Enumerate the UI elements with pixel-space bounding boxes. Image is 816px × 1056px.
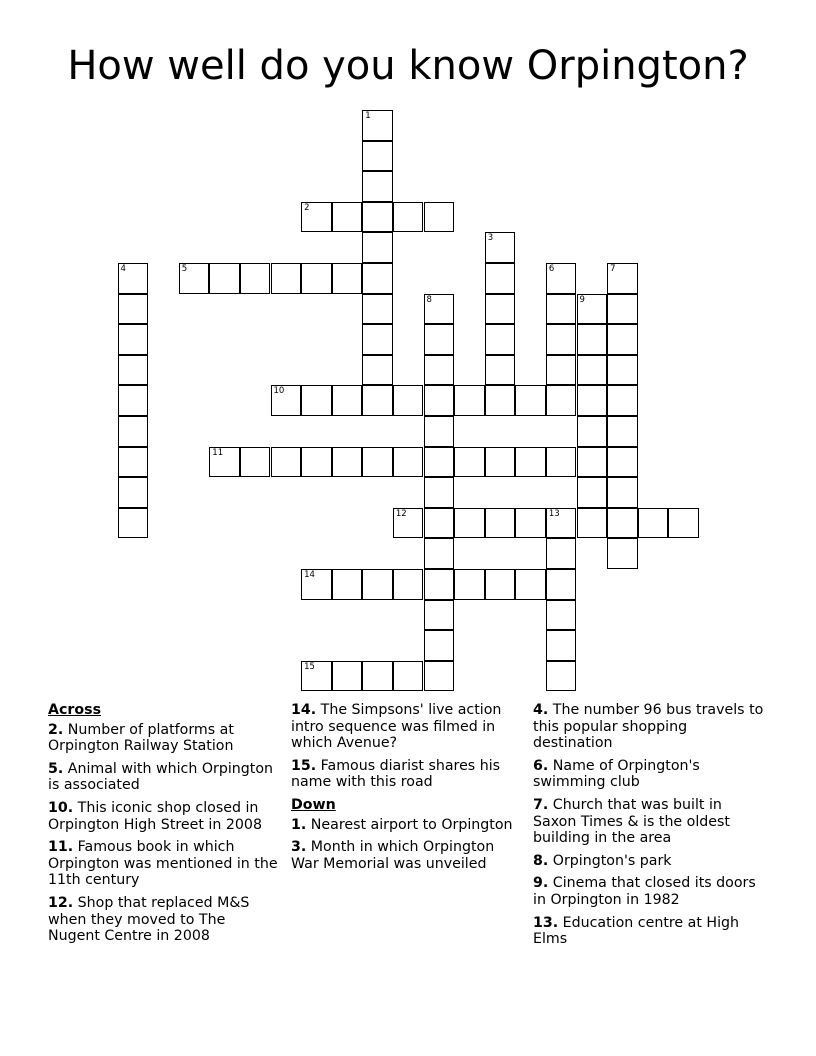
- clue-item-text: Cinema that closed its doors in Orpington in 1982: [533, 875, 756, 908]
- clue-item-text: Animal with which Orpington is associated: [48, 760, 274, 794]
- grid-cell[interactable]: [362, 294, 393, 325]
- grid-cell[interactable]: [332, 263, 363, 294]
- grid-cell[interactable]: [271, 263, 302, 294]
- grid-cell[interactable]: [362, 661, 393, 692]
- clue-item-text: Shop that replaced M&S when they moved to The Nugent Centre in 2008: [48, 894, 250, 945]
- grid-cell[interactable]: [424, 355, 455, 386]
- grid-cell[interactable]: [607, 416, 638, 447]
- grid-cell[interactable]: [515, 508, 546, 539]
- clue-number: 7: [610, 264, 616, 274]
- grid-cell[interactable]: [209, 447, 240, 478]
- grid-cell[interactable]: [546, 385, 577, 416]
- grid-cell[interactable]: [393, 385, 424, 416]
- grid-cell[interactable]: [607, 355, 638, 386]
- grid-cell[interactable]: [577, 477, 608, 508]
- grid-cell[interactable]: [332, 661, 363, 692]
- clue-item-text: Education centre at High Elms: [533, 914, 740, 948]
- grid-cell[interactable]: [546, 630, 577, 661]
- clue-item-number: 11.: [48, 839, 74, 856]
- grid-cell[interactable]: [485, 508, 516, 539]
- grid-cell[interactable]: [607, 263, 638, 294]
- grid-cell[interactable]: [271, 447, 302, 478]
- clue-item-text: Orpington's park: [552, 852, 672, 869]
- grid-cell[interactable]: [454, 508, 485, 539]
- clue-item-text: Month in which Orpington War Memorial was unveiled: [291, 839, 495, 872]
- clue-number: 5: [181, 264, 188, 274]
- grid-cell[interactable]: [301, 385, 332, 416]
- grid-cell[interactable]: [362, 110, 393, 141]
- clue-item-number: 9.: [533, 875, 549, 892]
- clue-number: 14: [304, 570, 315, 580]
- page-title: How well do you know Orpington?: [67, 43, 749, 89]
- grid-cell[interactable]: [118, 447, 149, 478]
- grid-cell[interactable]: [454, 385, 485, 416]
- grid-cell[interactable]: [118, 508, 149, 539]
- grid-cell[interactable]: [179, 263, 210, 294]
- clue-item: [533, 915, 769, 948]
- grid-cell[interactable]: [362, 171, 393, 202]
- grid-cell[interactable]: [332, 447, 363, 478]
- clue-item-number: 6.: [533, 757, 549, 774]
- clue-item: [533, 875, 769, 908]
- clue-item-number: 10.: [48, 799, 74, 816]
- grid-cell[interactable]: [607, 508, 638, 539]
- grid-cell[interactable]: [424, 324, 455, 355]
- grid-cell[interactable]: [546, 508, 577, 539]
- grid-cell[interactable]: [301, 569, 332, 600]
- grid-cell[interactable]: [424, 294, 455, 325]
- clue-item: [48, 800, 280, 833]
- grid-cell[interactable]: [485, 324, 516, 355]
- grid-cell[interactable]: [118, 355, 149, 386]
- grid-cell[interactable]: [485, 385, 516, 416]
- clue-number: 13: [548, 508, 560, 519]
- clue-number: 15: [304, 661, 315, 672]
- grid-cell[interactable]: [485, 294, 516, 325]
- clue-item: [533, 853, 769, 870]
- grid-cell[interactable]: [362, 232, 393, 263]
- grid-cell[interactable]: [118, 263, 149, 294]
- grid-cell[interactable]: [485, 355, 516, 386]
- grid-cell[interactable]: [577, 508, 608, 539]
- grid-cell[interactable]: [301, 447, 332, 478]
- clue-number: 10: [273, 386, 285, 397]
- clue-section-heading: Across: [48, 702, 102, 718]
- grid-cell[interactable]: [209, 263, 240, 294]
- grid-cell[interactable]: [485, 263, 516, 294]
- grid-cell[interactable]: [118, 385, 149, 416]
- clue-item-number: 13.: [533, 914, 559, 931]
- grid-cell[interactable]: [424, 569, 455, 600]
- clue-item-number: 1.: [291, 816, 307, 833]
- grid-cell[interactable]: [118, 294, 149, 325]
- grid-cell[interactable]: [332, 202, 363, 233]
- grid-cell[interactable]: [393, 569, 424, 600]
- grid-cell[interactable]: [607, 538, 638, 569]
- grid-cell[interactable]: [607, 477, 638, 508]
- grid-cell[interactable]: [546, 324, 577, 355]
- clue-number: 4: [120, 264, 126, 274]
- grid-cell[interactable]: [607, 294, 638, 325]
- grid-cell[interactable]: [546, 538, 577, 569]
- clue-item: [533, 797, 769, 847]
- grid-cell[interactable]: [332, 385, 363, 416]
- grid-cell[interactable]: [668, 508, 699, 539]
- clue-number: 11: [212, 447, 224, 458]
- grid-cell[interactable]: [515, 447, 546, 478]
- grid-cell[interactable]: [607, 447, 638, 478]
- grid-cell[interactable]: [362, 202, 393, 233]
- clue-item: [291, 839, 521, 872]
- clue-item-number: 3.: [291, 839, 307, 856]
- grid-cell[interactable]: [240, 263, 271, 294]
- clue-number: 6: [548, 264, 555, 274]
- clues-column-3: [533, 702, 769, 954]
- clue-item-text: Number of platforms at Orpington Railway Station: [48, 721, 234, 755]
- grid-cell[interactable]: [577, 324, 608, 355]
- clue-item-text: Name of Orpington's swimming club: [533, 757, 700, 791]
- grid-cell[interactable]: [485, 447, 516, 478]
- grid-cell[interactable]: [485, 232, 516, 263]
- clue-item-number: 15.: [291, 757, 317, 774]
- clue-item: [48, 761, 280, 794]
- grid-cell[interactable]: [362, 263, 393, 294]
- clue-item-number: 8.: [533, 852, 549, 869]
- clue-item: [291, 702, 521, 752]
- grid-cell[interactable]: [577, 294, 608, 325]
- grid-cell[interactable]: [454, 447, 485, 478]
- clue-number: 2: [304, 202, 310, 213]
- clue-item: [533, 758, 769, 791]
- grid-cell[interactable]: [607, 385, 638, 416]
- grid-cell[interactable]: [424, 538, 455, 569]
- grid-cell[interactable]: [301, 263, 332, 294]
- grid-cell[interactable]: [424, 600, 455, 631]
- clue-item: [291, 758, 521, 791]
- grid-cell[interactable]: [546, 569, 577, 600]
- clue-number: 9: [579, 294, 585, 305]
- clue-item-text: The number 96 bus travels to this popular shopping destination: [533, 702, 764, 752]
- grid-cell[interactable]: [424, 385, 455, 416]
- clue-number: 8: [426, 294, 432, 305]
- grid-cell[interactable]: [577, 447, 608, 478]
- clue-number: 12: [395, 508, 407, 519]
- grid-cell[interactable]: [577, 416, 608, 447]
- grid-cell[interactable]: [424, 630, 455, 661]
- clue-item-text: Church that was built in Saxon Times & is the oldest building in the area: [533, 796, 730, 847]
- grid-cell[interactable]: [118, 324, 149, 355]
- clue-item-text: Nearest airport to Orpington: [310, 816, 513, 833]
- grid-cell[interactable]: [546, 600, 577, 631]
- clue-item-number: 5.: [48, 760, 64, 777]
- grid-cell[interactable]: [485, 569, 516, 600]
- clue-item: [48, 722, 280, 755]
- clue-item-number: 14.: [291, 702, 317, 718]
- grid-cell[interactable]: [393, 447, 424, 478]
- grid-cell[interactable]: [424, 477, 455, 508]
- clue-item-number: 7.: [533, 796, 549, 813]
- grid-cell[interactable]: [577, 385, 608, 416]
- grid-cell[interactable]: [638, 508, 669, 539]
- clue-item: [48, 839, 280, 889]
- clue-item-text: Famous diarist shares his name with this road: [291, 757, 501, 791]
- grid-cell[interactable]: [424, 202, 455, 233]
- clue-item-number: 2.: [48, 721, 64, 738]
- clue-item-number: 12.: [48, 894, 74, 911]
- clue-number: 3: [487, 233, 494, 244]
- clue-item: [533, 702, 769, 752]
- grid-cell[interactable]: [362, 355, 393, 386]
- grid-cell[interactable]: [546, 661, 577, 692]
- grid-cell[interactable]: [546, 263, 577, 294]
- grid-cell[interactable]: [393, 661, 424, 692]
- clues-column-2: [291, 702, 521, 878]
- grid-cell[interactable]: [362, 569, 393, 600]
- grid-cell[interactable]: [393, 508, 424, 539]
- grid-cell[interactable]: [271, 385, 302, 416]
- grid-cell[interactable]: [546, 447, 577, 478]
- grid-cell[interactable]: [118, 477, 149, 508]
- grid-cell[interactable]: [332, 569, 363, 600]
- grid-cell[interactable]: [515, 385, 546, 416]
- grid-cell[interactable]: [301, 202, 332, 233]
- grid-cell[interactable]: [118, 416, 149, 447]
- clue-item: [48, 895, 280, 945]
- grid-cell[interactable]: [546, 355, 577, 386]
- grid-cell[interactable]: [424, 508, 455, 539]
- clue-number: 1: [365, 111, 371, 121]
- grid-cell[interactable]: [454, 569, 485, 600]
- grid-cell[interactable]: [546, 294, 577, 325]
- grid-cell[interactable]: [424, 661, 455, 692]
- clues-column-1: [48, 702, 280, 951]
- clue-item-number: 4.: [533, 702, 549, 718]
- grid-cell[interactable]: [362, 141, 393, 172]
- clue-item: [291, 817, 521, 834]
- grid-cell[interactable]: [362, 385, 393, 416]
- grid-cell[interactable]: [515, 569, 546, 600]
- grid-cell[interactable]: [362, 447, 393, 478]
- grid-cell[interactable]: [424, 447, 455, 478]
- grid-cell[interactable]: [424, 416, 455, 447]
- grid-cell[interactable]: [607, 324, 638, 355]
- grid-cell[interactable]: [362, 324, 393, 355]
- grid-cell[interactable]: [301, 661, 332, 692]
- clue-item-text: Famous book in which Orpington was mentioned in the 11th century: [48, 839, 278, 889]
- grid-cell[interactable]: [240, 447, 271, 478]
- clue-item-text: The Simpsons' live action intro sequence was filmed in which Avenue?: [291, 702, 502, 752]
- clue-section-heading: Down: [291, 796, 336, 813]
- grid-cell[interactable]: [393, 202, 424, 233]
- clue-item-text: This iconic shop closed in Orpington High Street in 2008: [48, 799, 262, 833]
- grid-cell[interactable]: [577, 355, 608, 386]
